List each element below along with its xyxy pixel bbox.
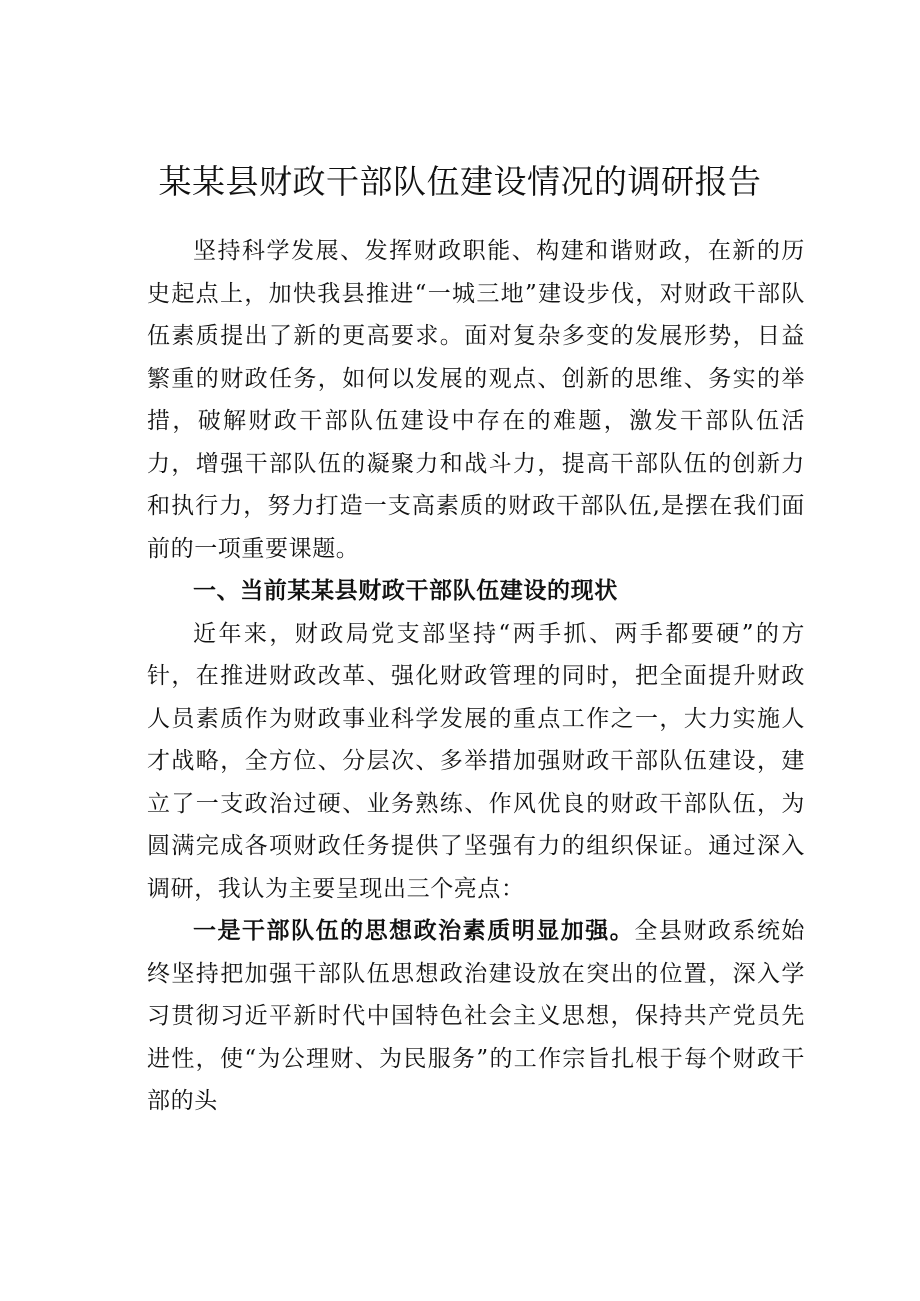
- point-text: 全县财政系统始终坚持把加强干部队伍思想政治建设放在突出的位置，深入学习贯彻习近平新时代中国特色社会主义思想，保持共产党员先进性，使“为公理财、为民服务”的工作宗旨扎根于每个财政干部的头: [147, 918, 805, 1114]
- point-lead: 一是干部队伍的思想政治素质明显加强。: [193, 918, 635, 944]
- document-title: 某某县财政干部队伍建设情况的调研报告: [158, 162, 762, 201]
- document-body: [147, 230, 805, 1123]
- point-paragraph: [147, 910, 805, 1123]
- section-paragraph: 近年来，财政局党支部坚持“两手抓、两手都要硬”的方针，在推进财政改革、强化财政管理的同时，把全面提升财政人员素质作为财政事业科学发展的重点工作之一，大力实施人才战略，全方位、分层次、多举措加强财政干部队伍建设，建立了一支政治过硬、业务熟练、作风优良的财政干部队伍，为圆满完成各项财政任务提供了坚强有力的组织保证。通过深入调研，我认为主要呈现出三个亮点：: [147, 620, 805, 902]
- intro-paragraph: 坚持科学发展、发挥财政职能、构建和谐财政，在新的历史起点上，加快我县推进“一城三地”建设步伐，对财政干部队伍素质提出了新的更高要求。面对复杂多变的发展形势，日益繁重的财政任务，如何以发展的观点、创新的思维、务实的举措，破解财政干部队伍建设中存在的难题，激发干部队伍活力，增强干部队伍的凝聚力和战斗力，提高干部队伍的创新力和执行力，努力打造一支高素质的财政干部队伍,是摆在我们面前的一项重要课题。: [147, 238, 805, 562]
- section-heading: 一、当前某某县财政干部队伍建设的现状: [193, 578, 618, 604]
